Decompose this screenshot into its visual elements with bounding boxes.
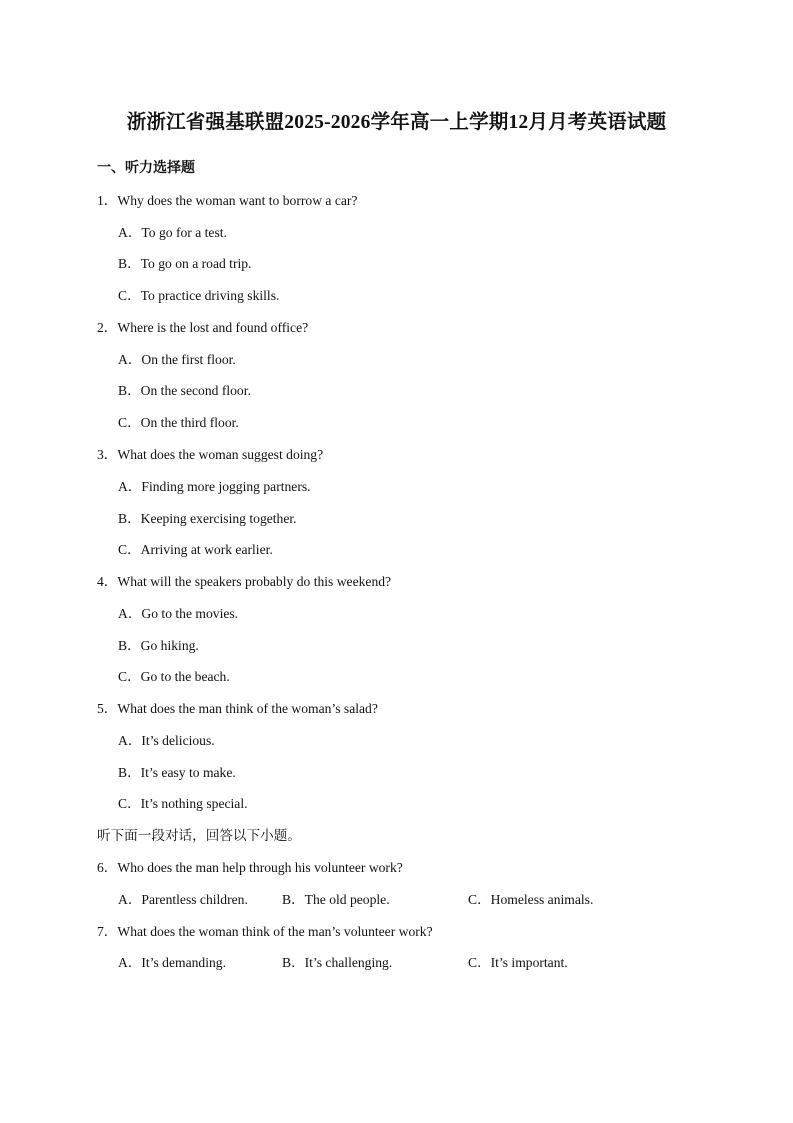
question-7-options xyxy=(118,951,678,971)
page-title: 浙浙江省强基联盟2025-2026学年高一上学期12月月考英语试题 xyxy=(126,112,667,133)
question-2: 2．Where is the lost and found office? xyxy=(97,320,309,335)
question-6-option-c: C．Homeless animals. xyxy=(468,892,594,907)
question-3-option-a: A．Finding more jogging partners. xyxy=(118,479,311,494)
question-4-option-a: A．Go to the movies. xyxy=(118,606,239,621)
question-7-option-b: B．It’s challenging. xyxy=(282,955,393,970)
question-5-option-b: B．It’s easy to make. xyxy=(118,765,236,780)
question-3-option-b: B．Keeping exercising together. xyxy=(118,511,297,526)
question-7: 7．What does the woman think of the man’s volunteer work? xyxy=(97,924,433,939)
question-1: 1．Why does the woman want to borrow a car? xyxy=(97,193,358,208)
question-4-option-b: B．Go hiking. xyxy=(118,638,199,653)
question-5-option-c: C．It’s nothing special. xyxy=(118,796,248,811)
question-2-option-b: B．On the second floor. xyxy=(118,383,251,398)
listening-instruction: 听下面一段对话，回答以下小题。 xyxy=(97,828,301,843)
question-3: 3．What does the woman suggest doing? xyxy=(97,447,324,462)
question-6-option-a: A．Parentless children. xyxy=(118,892,248,907)
question-2-option-a: A．On the first floor. xyxy=(118,352,236,367)
question-5-option-a: A．It’s delicious. xyxy=(118,733,215,748)
question-7-option-a: A．It’s demanding. xyxy=(118,955,226,970)
question-5: 5．What does the man think of the woman’s salad? xyxy=(97,701,378,716)
question-7-option-c: C．It’s important. xyxy=(468,955,568,970)
question-6: 6．Who does the man help through his volunteer work? xyxy=(97,860,403,875)
question-4: 4．What will the speakers probably do this weekend? xyxy=(97,574,392,589)
question-1-option-a: A．To go for a test. xyxy=(118,225,227,240)
question-2-option-c: C．On the third floor. xyxy=(118,415,239,430)
section-heading: 一、听力选择题 xyxy=(97,161,195,176)
question-1-option-c: C．To practice driving skills. xyxy=(118,288,280,303)
question-1-option-b: B．To go on a road trip. xyxy=(118,256,252,271)
question-6-options xyxy=(118,888,678,908)
question-3-option-c: C．Arriving at work earlier. xyxy=(118,542,273,557)
question-4-option-c: C．Go to the beach. xyxy=(118,669,230,684)
question-6-option-b: B．The old people. xyxy=(282,892,390,907)
